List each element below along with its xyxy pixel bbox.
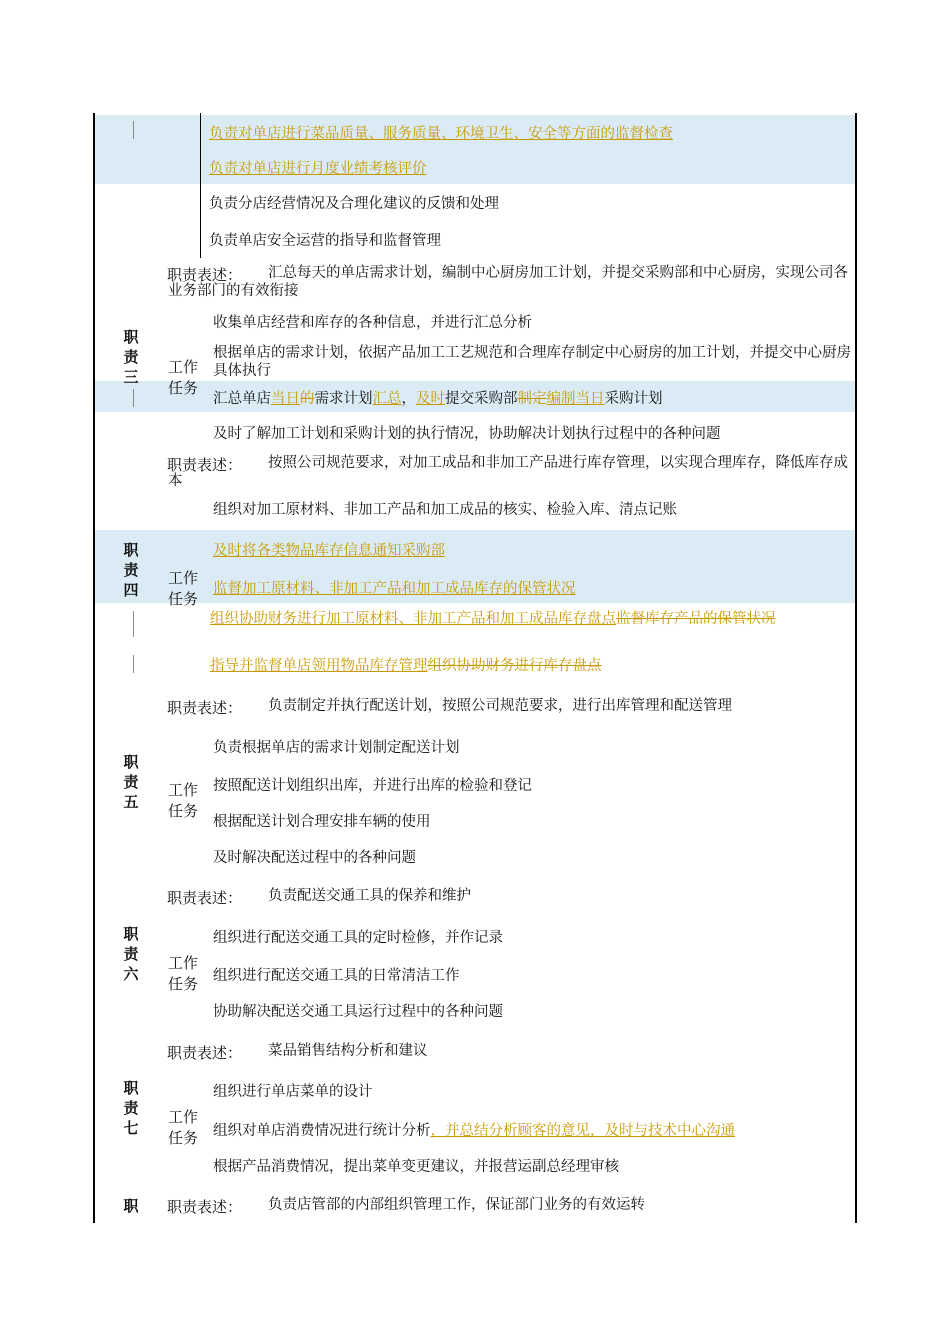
duty-description: 负责店管部的内部组织管理工作，保证部门业务的有效运转 (268, 1197, 645, 1213)
task-item: 按照配送计划组织出库，并进行出库的检验和登记 (213, 778, 532, 794)
duty-description: 按照公司规范要求，对加工成品和非加工产品进行库存管理，以实现合理库存，降低库存成本 (168, 455, 848, 489)
task-item: 根据配送计划合理安排车辆的使用 (213, 814, 431, 830)
task-item: 协助解决配送交通工具运行过程中的各种问题 (213, 1004, 503, 1020)
duty-title: 职责七 (123, 1079, 139, 1137)
task-item: 指导并监督单店领用物品库存管理组织协助财务进行库存盘点 (210, 658, 602, 674)
task-item: 根据单店的需求计划，依据产品加工工艺规范和合理库存制定中心厨房的加工计划，并提交中心厨房具体执行 (213, 345, 851, 379)
duty-title: 职责三 (123, 328, 139, 386)
task-item: 及时将各类物品库存信息通知采购部 (213, 543, 445, 559)
duty-desc-label: 职责表述： (167, 1044, 243, 1062)
task-item: 根据产品消费情况，提出菜单变更建议，并报营运副总经理审核 (213, 1159, 619, 1175)
duty-description: 汇总每天的单店需求计划，编制中心厨房加工计划，并提交采购部和中心厨房，实现公司各业务部门的有效衔接 (168, 265, 848, 299)
duty-desc-label: 职责表述： (167, 266, 243, 284)
duty-title: 职责四 (123, 541, 139, 599)
task-item: 负责对单店进行菜品质量、服务质量、环境卫生、安全等方面的监督检查 (209, 126, 673, 142)
task-item: 组织进行配送交通工具的定时检修，并作记录 (213, 930, 503, 946)
task-item: 负责单店安全运营的指导和监督管理 (209, 233, 441, 249)
duty-desc-label: 职责表述： (167, 889, 243, 907)
duty-desc-label: 职责表述： (167, 699, 243, 717)
task-item: 汇总单店当日的需求计划汇总，及时提交采购部制定编制当日采购计划 (213, 391, 663, 407)
duty-description: 负责配送交通工具的保养和维护 (268, 888, 471, 904)
duty-desc-label: 职责表述： (167, 1198, 243, 1216)
revision-mark (133, 655, 134, 673)
task-item: 组织对加工原材料、非加工产品和加工成品的核实、检验入库、清点记账 (213, 502, 677, 518)
task-item: 及时解决配送过程中的各种问题 (213, 850, 416, 866)
duty-title: 职责五 (123, 753, 139, 811)
revision-mark (133, 611, 134, 637)
duty-title: 职责六 (123, 925, 139, 983)
task-item: 负责根据单店的需求计划制定配送计划 (213, 740, 460, 756)
task-item: 收集单店经营和库存的各种信息，并进行汇总分析 (213, 315, 532, 331)
task-label: 工作任务 (168, 569, 199, 608)
table-left-border (93, 113, 95, 1223)
task-item: 组织进行单店菜单的设计 (213, 1084, 373, 1100)
duty-title: 职 (123, 1197, 139, 1215)
duty-desc-label: 职责表述： (167, 456, 243, 474)
task-item: 负责对单店进行月度业绩考核评价 (209, 161, 427, 177)
task-item: 监督加工原材料、非加工产品和加工成品库存的保管状况 (213, 581, 576, 597)
task-item: 及时了解加工计划和采购计划的执行情况，协助解决计划执行过程中的各种问题 (213, 426, 721, 442)
revision-mark (133, 389, 134, 407)
task-item: 组织协助财务进行加工原材料、非加工产品和加工成品库存盘点监督库存产品的保管状况 (210, 611, 776, 627)
duty-description: 菜品销售结构分析和建议 (268, 1043, 428, 1059)
duty-description: 负责制定并执行配送计划，按照公司规范要求，进行出库管理和配送管理 (268, 698, 732, 714)
table-right-border (855, 113, 857, 1223)
task-label: 工作任务 (168, 1108, 199, 1147)
task-label: 工作任务 (168, 781, 199, 820)
column-divider (200, 113, 201, 258)
task-label: 工作任务 (168, 358, 199, 397)
revision-mark (133, 121, 134, 139)
task-item: 组织进行配送交通工具的日常清洁工作 (213, 968, 460, 984)
task-item: 组织对单店消费情况进行统计分析，并总结分析顾客的意见，及时与技术中心沟通 (213, 1123, 735, 1139)
task-label: 工作任务 (168, 954, 199, 993)
task-item: 负责分店经营情况及合理化建议的反馈和处理 (209, 196, 499, 212)
